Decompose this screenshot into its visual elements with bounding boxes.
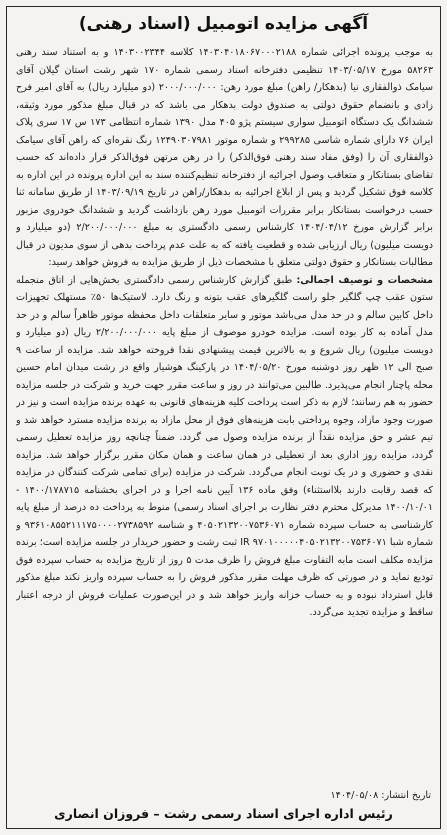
notice-title: آگهی مزایده اتومبیل (اسناد رهنی) [78, 14, 369, 34]
notice-paragraph-intro: به موجب پرونده اجرائی شماره ۱۴۰۳۰۴۰۱۸۰۶۷۰۰۰۲۱۸۸ کلاسه ۱۴۰۳۰۰۲۳۴۴ و به استناد سند رهنی ۵۸۲۶۳ مورخ ۱۴۰۳/۰۵/۱۷ تنظیمی دفترخانه اسناد رسمی شماره ۱۷۰ شهر رشت استان گیلان آقای سیامک ذوالفقاری نیا (بدهکار/ راهن) مبلغ مورد رهن: ۲۰۰۰/۰۰۰/۰۰۰ (دو میلیارد ریال) به آقای امیر فرح زادی و بانضمام حقوق دولتی به صندوق دولت بدهکار می باشد که در قبال مبلغ مذکور مورد وثیقه، ششدانگ یک دستگاه اتومبیل سواری سیستم پژو ۴۰۵ مدل ۱۳۹۰ شماره انتظامی ۱۷۳ س ۱۷ سری پلاک ایران ۷۶ دارای شماره شاسی ۲۹۹۲۸۵ و شماره موتور ۱۲۴۹۰۳۰۷۹۸۱ رنگ نقره‌ای که راهن آقای سیامک ذوالفقاری آن را (وفق مفاد سند رهنی فوق‌الذکر) را در رهن مرتهن فوق‌الذکر قرار داده‌اند که حسب تقاضای بستانکار و متعاقب وصول اجرائیه از دفترخانه تنظیم‌کننده سند به این اداره پرونده در این اداره به کلاسه فوق تشکیل گردید و پس از ابلاغ اجرائیه به بدهکار/راهن در تاریخ ۱۴۰۳/۰۹/۱۹ از طریق سامانه ثنا حسب درخواست بستانکار برابر مقررات اتومبیل مورد رهن بازداشت گردید و ششدانگ خودروی مزبور برابر گزارش مورخ ۱۴۰۴/۰۴/۱۲ کارشناس رسمی دادگستری به مبلغ ۲/۲۰۰/۰۰۰/۰۰۰ (دو میلیارد و دویست میلیون) ریال ارزیابی شده و قطعیت یافته که به علت عدم پرداخت بدهی از سوی مدیون در قبال مطالبات بستانکار و حقوق دولتی متعلق با مشخصات ذیل از طریق مزایده به فروش خواهد رسید: [16, 47, 433, 268]
specs-text: طبق گزارش کارشناس رسمی دادگستری بخش‌هایی از اتاق منجمله ستون عقب چپ گلگیر جلو راست گلگیرهای عقب بتونه و رنگ دارد. لاستیک‌ها ۵۰٪ مستهلک تجهیزات داخل کابین سالم و در حد مدل می‌باشد موتور و سایر متعلقات داخل محفظه موتور ظاهراً سالم و در حد مدل آماده به کار بوده است. مزایده خودرو موصوف از مبلغ پایه ۲/۲۰۰/۰۰۰/۰۰۰ ریال (دو میلیارد و دویست میلیون) ریال شروع و به بالاترین قیمت پیشنهادی نقدا فروخته خواهد شد. مزایده از ساعت ۹ صبح الی ۱۲ ظهر روز دوشنبه مورخ ۱۴۰۴/۰۵/۲۰ در پارکینگ هوشیار واقع در رشت میدان امام حسین محله پاچنار انجام می‌پذیرد. طالبین می‌توانند در روز و ساعت مقرر جهت خرید و شرکت در جلسه مزایده حضور به هم رسانند؛ لازم به ذکر است پرداخت کلیه هزینه‌های قانونی به عهده برنده مزایده است و نیز در صورت وجود مازاد، وجوه پرداختی بابت هزینه‌های فوق از محل مازاد به برنده مزایده مسترد خواهد شد و تیم عشر و حق مزایده نقداً از برنده مزایده وصول می گردد. ضمناً چنانچه روز مزایده تعطیل رسمی گردد، مزایده روز اداری بعد از تعطیلی در همان ساعت و همان مکان مقرر برگزار خواهد شد. مزایده نقدی و حضوری و در یک نوبت انجام می‌گردد. شرکت در مزایده (برای تمامی شرکت کنندگان در مزایده که قصد رقابت دارند بلااستثناء) وفق ماده ۱۳۶ آیین نامه اجرا و در اجرای بخشنامه ۱۴۰۰/۱۷۸۷۱۵ - ۱۴۰۰/۱۰/۰۱ مدیرکل محترم دفتر نظارت بر اجرای اسناد رسمی) منوط به پرداخت ده درصد از مبلغ پایه کارشناسی به حساب سپرده شماره ۴۰۵۰۲۱۳۲۰۰۷۵۳۶۰۷۱ و شناسه ۹۳۶۱۰۸۵۵۲۱۱۱۷۵۰۰۰۰۲۷۳۸۵۹۲ و شماره شبا IR ۹۷۰۱۰۰۰۰۰۴۰۵۰۲۱۳۲۰۰۷۵۳۶۰۷۱ ثبت رشت و حضور خریدار در جلسه مزایده است؛ برنده مزایده مکلف است مابه التفاوت مبلغ فروش را ظرف مدت ۵ روز از تاریخ مزایده به حساب سپرده فوق تودیع نماید و در صورتی که ظرف مهلت مقرر مذکور فروش را به حساب سپرده واریز نکند مبلغ مذکور قابل استرداد نبوده و به حساب خزانه واریز خواهد شد و در این‌صورت عملیات فروش از درجه اعتبار ساقط و مزایده تجدید می‌گردد. [16, 274, 433, 618]
specs-label: مشخصات و توصیف اجمالی: [296, 274, 433, 286]
publish-date: تاریخ انتشار: ۱۴۰۴/۰۵/۰۸ [330, 790, 431, 801]
signature-line: رئیس اداره اجرای اسناد رسمی رشت – فروزان انصاری [54, 806, 393, 821]
notice-body [16, 44, 433, 789]
notice-paragraph-specs [16, 272, 433, 622]
